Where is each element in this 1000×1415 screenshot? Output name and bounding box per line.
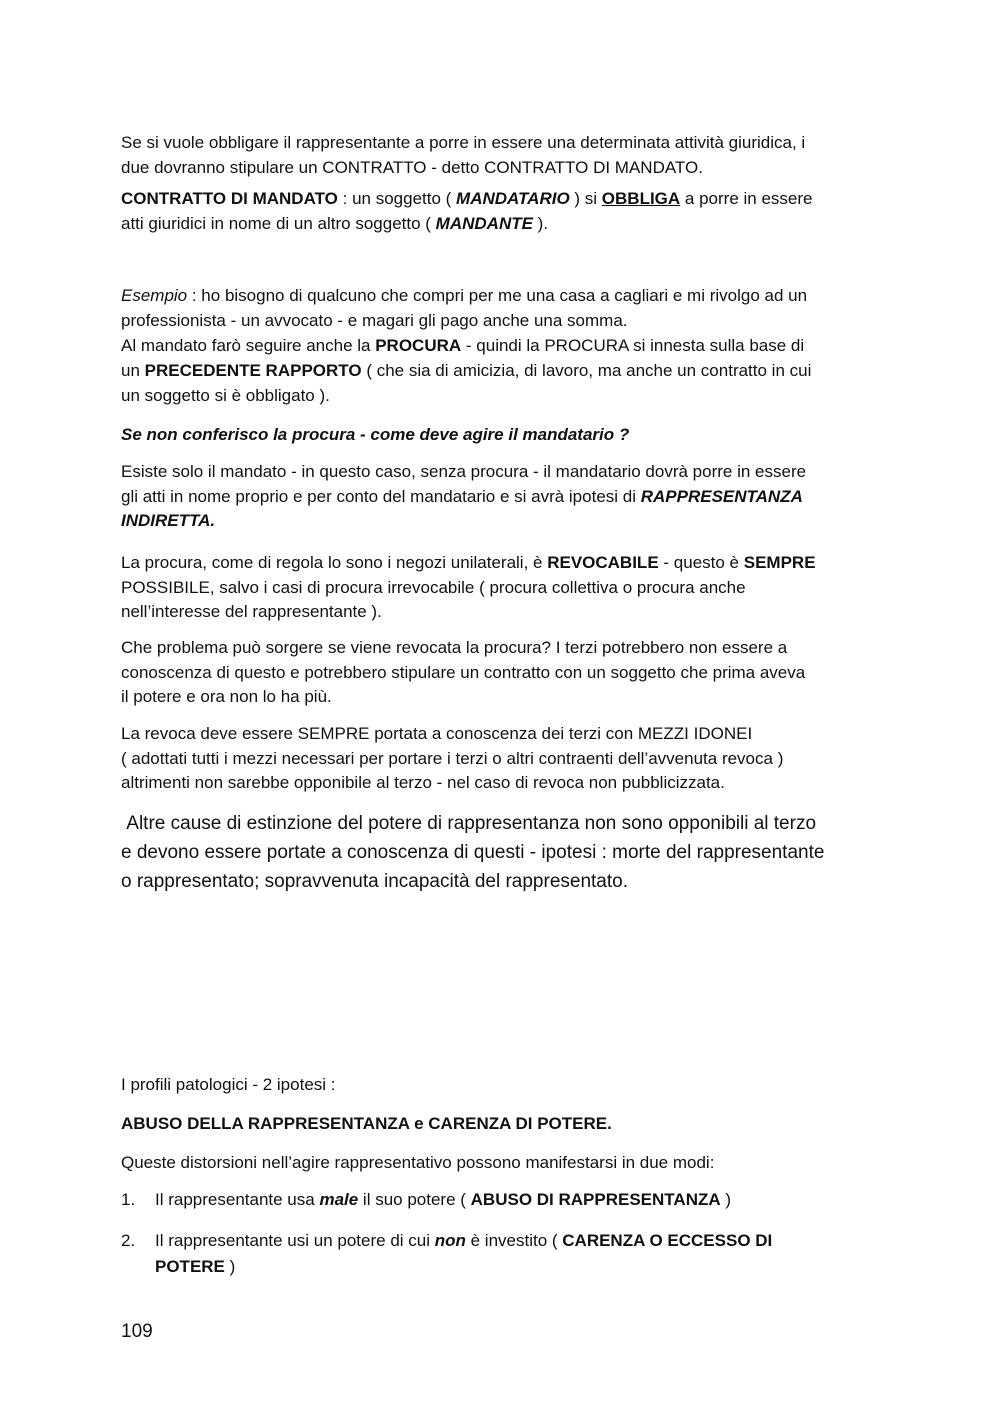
term-revocabile: REVOCABILE	[547, 553, 659, 572]
text-span: : un soggetto (	[337, 189, 457, 208]
paragraph-revocabile	[121, 551, 891, 625]
paragraph-problema	[121, 636, 891, 710]
text-span: Che problema può sorgere se viene revocata la procura? I terzi potrebbero non essere a	[121, 638, 788, 657]
text-span: atti giuridici in nome di un altro soggetto (	[121, 213, 436, 233]
text-span: Il rappresentante usa	[155, 1190, 320, 1209]
emphasis-non: non	[434, 1231, 466, 1250]
text-span: - questo è	[658, 553, 744, 572]
text-span: altrimenti non sarebbe opponibile al terzo - nel caso di revoca non pubblicizzata.	[121, 773, 725, 792]
term-mandatario: MANDATARIO	[456, 189, 570, 208]
list-text	[155, 1187, 855, 1213]
page-number: 109	[121, 1321, 153, 1342]
text-span: ( che sia di amicizia, di lavoro, ma anche un contratto in cui	[361, 361, 812, 380]
paragraph-profili: I profili patologici - 2 ipotesi :	[121, 1075, 336, 1094]
text-span: La procura, come di regola lo sono i negozi unilaterali, è	[121, 553, 548, 572]
text-span: : ho bisogno di qualcuno che compri per me una casa a cagliari e mi rivolgo ad un	[187, 286, 808, 305]
text-span: professionista - un avvocato - e magari gli pago anche una somma.	[121, 311, 628, 330]
term-abuso: ABUSO DI RAPPRESENTANZA	[470, 1190, 721, 1209]
term-obbliga: OBBLIGA	[601, 189, 681, 208]
term-rappresentanza: RAPPRESENTANZA	[640, 486, 803, 506]
list-number: 2.	[121, 1231, 136, 1250]
term-mandante: MANDANTE	[435, 213, 533, 233]
term-procura: PROCURA	[375, 336, 462, 355]
text-span: )	[224, 1257, 236, 1276]
text-span: ( adottati tutti i mezzi necessari per portare i terzi o altri contraenti dell’avvenuta revoca )	[121, 748, 784, 768]
text-span: Il rappresentante usi un potere di cui	[155, 1231, 435, 1250]
paragraph-mandato	[121, 460, 891, 534]
term-precedente-rapporto: PRECEDENTE RAPPORTO	[144, 361, 362, 380]
paragraph-example	[121, 283, 891, 408]
question-heading: Se non conferisco la procura - come deve agire il mandatario ?	[121, 425, 630, 444]
term-contratto-mandato: CONTRATTO DI MANDATO	[121, 189, 338, 208]
paragraph-distorsioni: Queste distorsioni nell’agire rappresentativo possono manifestarsi in due modi:	[121, 1153, 715, 1172]
list-text	[155, 1228, 855, 1280]
paragraph-estinzione	[121, 809, 891, 896]
text-span: Altre cause di estinzione del potere di rappresentanza non sono opponibili al terzo	[121, 813, 817, 834]
text-line: due dovranno stipulare un CONTRATTO - detto CONTRATTO DI MANDATO.	[121, 157, 703, 177]
text-line: Se si vuole obbligare il rappresentante a porre in essere una determinata attività giuridica, i	[121, 133, 806, 152]
text-span: La revoca deve essere SEMPRE portata a conoscenza dei terzi con MEZZI IDONEI	[121, 724, 753, 743]
text-span: conoscenza di questo e potrebbero stipulare un contratto con un soggetto che prima aveva	[121, 662, 806, 682]
text-span: o rappresentato; sopravvenuta incapacità del rappresentato.	[121, 871, 628, 892]
text-span: ) si	[569, 189, 602, 208]
emphasis-male: male	[319, 1190, 359, 1209]
text-span: - quindi la PROCURA si innesta sulla base di	[461, 336, 805, 355]
text-span: gli atti in nome proprio e per conto del mandatario e si avrà ipotesi di	[121, 486, 641, 506]
term-indiretta: INDIRETTA.	[121, 511, 216, 530]
text-span: un	[121, 361, 145, 380]
text-span: un soggetto si è obbligato ).	[121, 386, 330, 405]
section-heading: ABUSO DELLA RAPPRESENTANZA e CARENZA DI POTERE.	[121, 1114, 612, 1133]
text-span: Esiste solo il mandato - in questo caso, senza procura - il mandatario dovrà porre in essere	[121, 462, 807, 481]
list-number: 1.	[121, 1190, 136, 1209]
term-sempre: SEMPRE	[743, 553, 816, 572]
text-span: ).	[532, 213, 549, 233]
text-span: il potere e ora non lo ha più.	[121, 687, 332, 706]
paragraph-revoca	[121, 722, 891, 796]
text-span: )	[720, 1190, 732, 1209]
term-carenza: CARENZA O ECCESSO DI	[562, 1231, 773, 1250]
text-span: e devono essere portate a conoscenza di questi - ipotesi : morte del rappresentante	[121, 842, 825, 863]
text-span: POSSIBILE, salvo i casi di procura irrevocabile ( procura collettiva o procura anche	[121, 577, 746, 597]
text-span: il suo potere (	[358, 1190, 471, 1209]
text-span: a porre in essere	[680, 189, 813, 208]
text-span: nell’interesse del rappresentante ).	[121, 602, 382, 621]
paragraph-intro	[121, 131, 891, 180]
paragraph-definition	[121, 187, 891, 236]
text-span: Al mandato farò seguire anche la	[121, 336, 376, 355]
text-span: è investito (	[465, 1231, 563, 1250]
label-esempio: Esempio	[121, 286, 188, 305]
term-potere: POTERE	[155, 1257, 225, 1276]
